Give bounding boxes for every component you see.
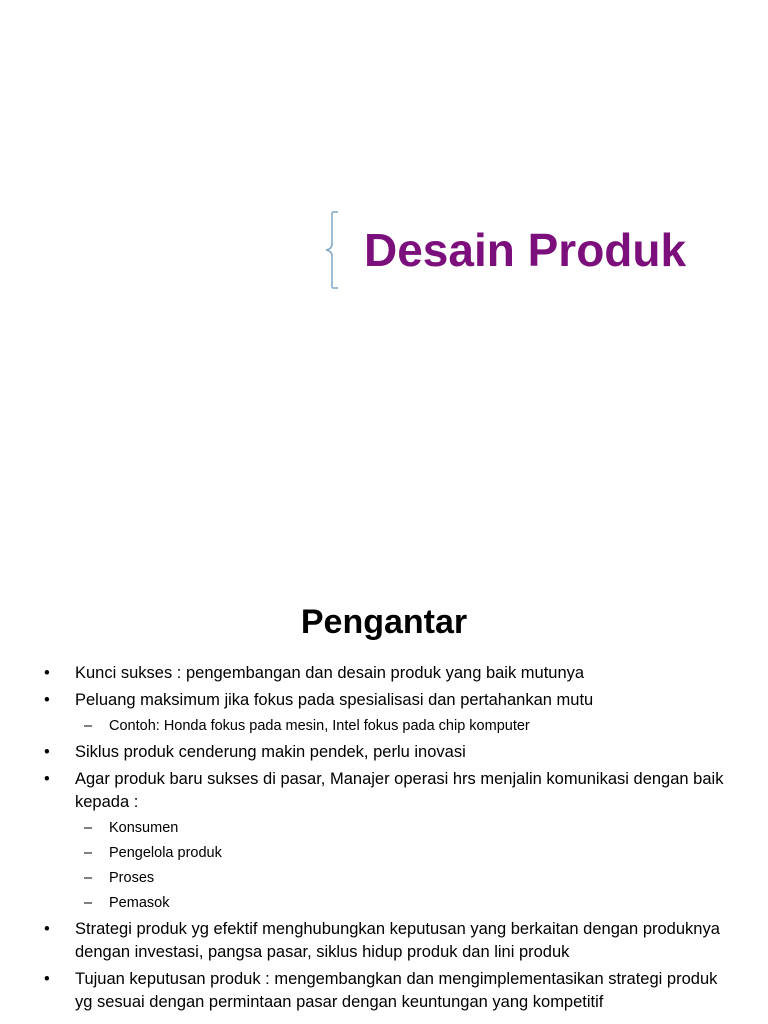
slide-title: Desain Produk: [364, 224, 687, 276]
slide-heading: Pengantar: [300, 603, 468, 641]
bullet-text: Siklus produk cenderung makin pendek, perlu inovasi: [75, 743, 466, 761]
bullet-text: Tujuan keputusan produk : mengembangkan dan mengimplementasikan strategi produk yg sesuai dengan permintaan pasar dengan keuntungan yang kompetitif: [75, 970, 718, 1011]
sub-bullet-item: [0, 818, 768, 839]
sub-bullet-item: [0, 716, 768, 737]
bullet-list: [0, 662, 768, 1018]
bullet-text: Peluang maksimum jika fokus pada spesialisasi dan pertahankan mutu: [75, 691, 594, 709]
sub-bullet-item: [0, 893, 768, 914]
bullet-item: [0, 662, 768, 685]
bullet-dot: •: [44, 664, 50, 682]
bullet-text: Strategi produk yg efektif menghubungkan keputusan yang berkaitan dengan produknya dengan investasi, pangsa pasar, siklus hidup produk dan lini produk: [75, 920, 720, 961]
bullet-dot: •: [44, 920, 50, 938]
sub-bullet-item: [0, 843, 768, 864]
sub-bullet-dash: –: [84, 718, 93, 734]
bullet-dot: •: [44, 770, 50, 788]
sub-bullet-dash: –: [84, 895, 93, 911]
bullet-dot: •: [44, 970, 50, 988]
sub-bullet-text: Contoh: Honda fokus pada mesin, Intel fokus pada chip komputer: [109, 718, 530, 734]
sub-bullet-text: Proses: [109, 870, 155, 886]
bullet-text: Kunci sukses : pengembangan dan desain produk yang baik mutunya: [75, 664, 585, 682]
bullet-dot: •: [44, 743, 50, 761]
sub-bullet-dash: –: [84, 820, 93, 836]
title-bracket-icon: [324, 210, 342, 290]
bullet-item: [0, 918, 768, 964]
sub-bullet-text: Konsumen: [109, 820, 179, 836]
sub-bullet-dash: –: [84, 870, 93, 886]
bullet-item: [0, 768, 768, 814]
sub-bullet-text: Pemasok: [109, 895, 170, 911]
bullet-text: Agar produk baru sukses di pasar, Manajer operasi hrs menjalin komunikasi dengan baik kepada :: [75, 770, 724, 811]
sub-bullet-text: Pengelola produk: [109, 845, 222, 861]
bullet-item: [0, 741, 768, 764]
bullet-dot: •: [44, 691, 50, 709]
bullet-item: [0, 689, 768, 712]
sub-bullet-dash: –: [84, 845, 93, 861]
sub-bullet-item: [0, 868, 768, 889]
bullet-item: [0, 968, 768, 1014]
content-slide: [0, 576, 768, 1024]
